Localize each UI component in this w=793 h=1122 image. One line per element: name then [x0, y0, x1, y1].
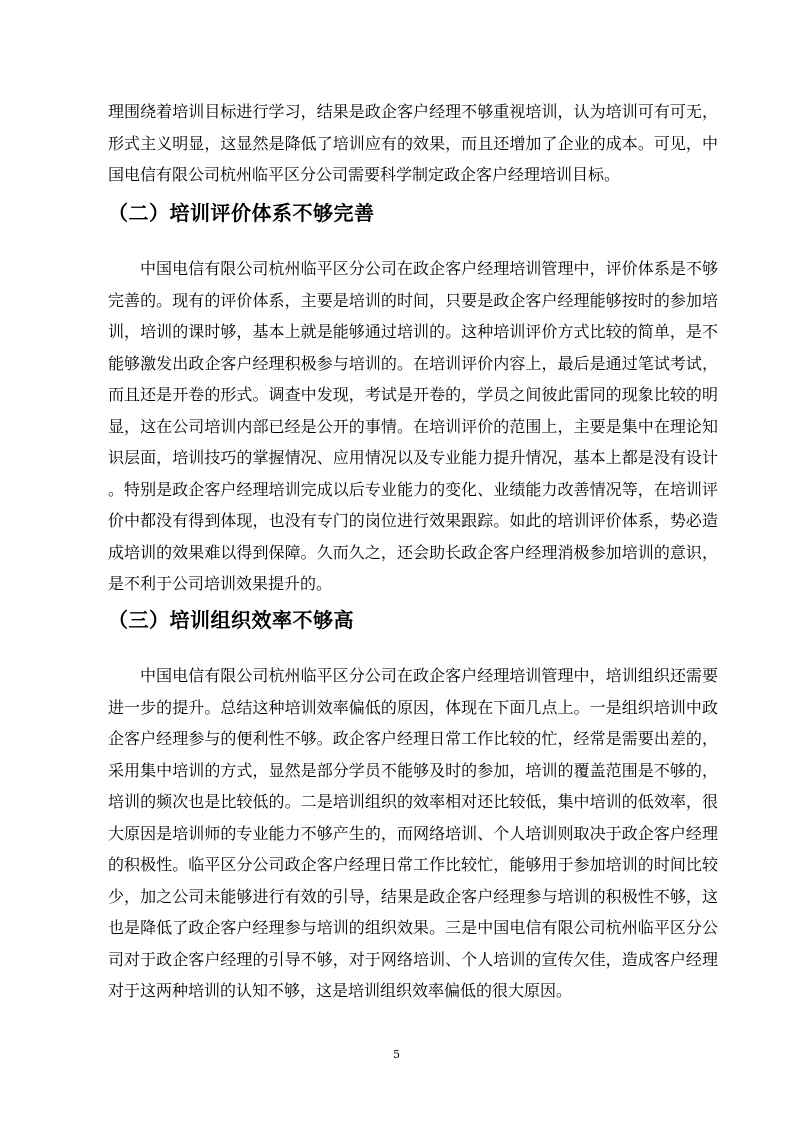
body-paragraph-organization-efficiency: 中国电信有限公司杭州临平区分公司在政企客户经理培训管理中，培训组织还需要进一步的提升。总结这种培训效率偏低的原因，体现在下面几点上。一是组织培训中政企客户经理参与的便利性不够。政企客户经理日常工作比较的忙，经常是需要出差的，采用集中培训的方式，显然是部分学员不能够及时的参加，培训的覆盖范围是不够的，培训的频次也是比较低的。二是培训组织的效率相对还比较低，集中培训的低效率，很大原因是培训师的专业能力不够产生的，而网络培训、个人培训则取决于政企客户经理的积极性。临平区分公司政企客户经理日常工作比较忙，能够用于参加培训的时间比较少，加之公司未能够进行有效的引导，结果是政企客户经理参与培训的积极性不够，这也是降低了政企客户经理参与培训的组织效果。三是中国电信有限公司杭州临平区分公司对于政企客户经理的引导不够，对于网络培训、个人培训的宣传欠佳，造成客户经理对于这两种培训的认知不够，这是培训组织效率偏低的很大原因。: [108, 666, 718, 1000]
body-paragraph-continuation: 理围绕着培训目标进行学习，结果是政企客户经理不够重视培训，认为培训可有可无，形式主义明显，这显然是降低了培训应有的效果，而且还增加了企业的成本。可见，中国电信有限公司杭州临平区分公司需要科学制定政企客户经理培训目标。: [108, 102, 718, 184]
section-heading-evaluation-system: （二）培训评价体系不够完善: [108, 201, 375, 225]
page-number: 5: [393, 1048, 400, 1061]
section-heading-organization-efficiency: （三）培训组织效率不够高: [108, 608, 354, 632]
body-paragraph-evaluation-system: 中国电信有限公司杭州临平区分公司在政企客户经理培训管理中，评价体系是不够完善的。现有的评价体系，主要是培训的时间，只要是政企客户经理能够按时的参加培训，培训的课时够，基本上就是能够通过培训的。这种培训评价方式比较的简单，是不能够激发出政企客户经理积极参与培训的。在培训评价内容上，最后是通过笔试考试，而且还是开卷的形式。调查中发现，考试是开卷的，学员之间彼此雷同的现象比较的明显，这在公司培训内部已经是公开的事情。在培训评价的范围上，主要是集中在理论知识层面，培训技巧的掌握情况、应用情况以及专业能力提升情况，基本上都是没有设计。特别是政企客户经理培训完成以后专业能力的变化、业绩能力改善情况等，在培训评价中都没有得到体现，也没有专门的岗位进行效果跟踪。如此的培训评价体系，势必造成培训的效果难以得到保障。久而久之，还会助长政企客户经理消极参加培训的意识，是不利于公司培训效果提升的。: [108, 259, 718, 593]
